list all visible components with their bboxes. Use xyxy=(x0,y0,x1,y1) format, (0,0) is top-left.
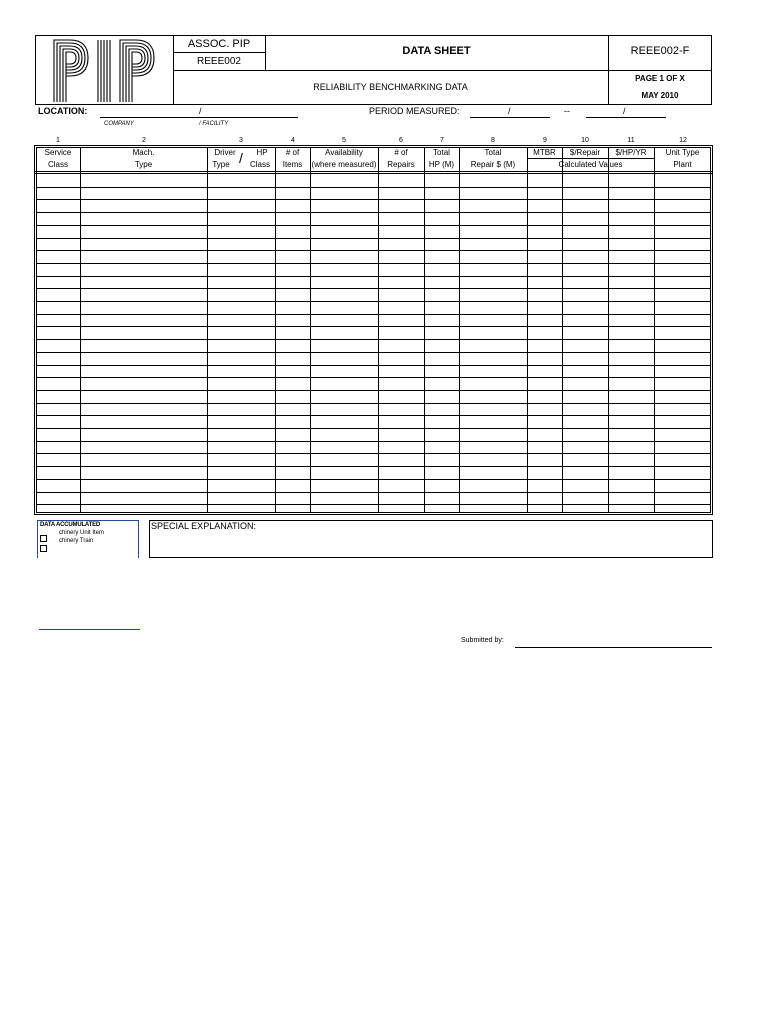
col-service-class-l1: Service xyxy=(44,148,72,157)
period-measured-label: PERIOD MEASURED: xyxy=(369,106,460,116)
page-number: PAGE 1 OF X xyxy=(635,74,685,83)
col-mach-type-l2: Type xyxy=(134,160,153,169)
column-number: 12 xyxy=(679,137,687,144)
location-label: LOCATION: xyxy=(38,106,88,116)
header-divider-middle xyxy=(173,70,712,71)
pip-logo xyxy=(52,38,158,102)
col-dollar-per-hp-yr: $/HP/YR xyxy=(615,148,647,157)
table-row-divider xyxy=(36,250,711,251)
special-explanation-label: SPECIAL EXPLANATION: xyxy=(151,521,257,531)
col-driver-l1: Driver xyxy=(214,148,236,157)
table-column-divider xyxy=(562,147,563,513)
col-service-class-l2: Class xyxy=(47,160,68,169)
table-row-divider xyxy=(36,288,711,289)
column-number: 11 xyxy=(627,137,635,144)
table-row-divider xyxy=(36,492,711,493)
table-row-divider xyxy=(36,415,711,416)
table-row-divider xyxy=(36,403,711,404)
table-column-divider xyxy=(207,147,208,513)
assoc-label: ASSOC. PIP xyxy=(187,38,251,50)
column-number: 2 xyxy=(142,137,146,144)
facility-caption: / FACILITY xyxy=(199,121,229,127)
column-number: 5 xyxy=(342,137,346,144)
submitted-by-label: Submitted by: xyxy=(461,637,504,644)
header-divider-assoc-row xyxy=(173,52,265,53)
period-start-separator: / xyxy=(508,106,511,116)
col-unit-type-l1: Unit Type xyxy=(665,148,700,157)
table-row-divider xyxy=(36,326,711,327)
table-inner-border xyxy=(36,147,711,513)
col-items-l2: Items xyxy=(282,160,303,169)
table-row-divider xyxy=(36,504,711,505)
table-column-divider xyxy=(310,147,311,513)
col-repairs-l1: # of xyxy=(394,148,408,157)
calculated-values-rule xyxy=(527,158,654,159)
table-column-divider xyxy=(459,147,460,513)
revision-date: MAY 2010 xyxy=(641,91,679,100)
table-column-divider xyxy=(424,147,425,513)
data-accumulated-bottom-rule xyxy=(39,629,140,630)
period-dash: -- xyxy=(564,106,570,116)
col-availability-l1: Availability xyxy=(325,148,363,157)
table-row-divider xyxy=(36,238,711,239)
column-number: 1 xyxy=(56,137,60,144)
column-number: 9 xyxy=(543,137,547,144)
data-accumulated-title: DATA ACCUMULATED xyxy=(40,522,101,528)
col-items-l1: # of xyxy=(285,148,300,157)
column-number: 7 xyxy=(440,137,444,144)
period-end-line[interactable] xyxy=(586,117,666,118)
col-driver-l2: Type xyxy=(212,160,230,169)
col-total-repair-l1: Total xyxy=(484,148,502,157)
table-row-divider xyxy=(36,263,711,264)
table-row-divider xyxy=(36,187,711,188)
table-row-divider xyxy=(36,390,711,391)
table-row-divider xyxy=(36,339,711,340)
table-row-divider xyxy=(36,428,711,429)
table-header-rule-2 xyxy=(35,173,712,174)
col-total-hp-l1: Total xyxy=(433,148,450,157)
table-column-divider xyxy=(80,147,81,513)
table-row-divider xyxy=(36,453,711,454)
practice-number: REEE002 xyxy=(197,56,241,67)
col-mtbr: MTBR xyxy=(533,148,556,157)
table-row-divider xyxy=(36,199,711,200)
table-column-divider xyxy=(275,147,276,513)
machinery-unit-item-checkbox[interactable] xyxy=(40,535,47,542)
form-subtitle: RELIABILITY BENCHMARKING DATA xyxy=(313,82,468,92)
period-end-separator: / xyxy=(623,106,626,116)
calculated-values-label: Calculated Values xyxy=(558,160,623,169)
col-unit-type-l2: Plant xyxy=(673,160,692,169)
table-header-rule xyxy=(35,171,712,172)
form-number: REEE002-F xyxy=(630,45,690,57)
table-row-divider xyxy=(36,225,711,226)
col-hp-class-l2: Class xyxy=(249,160,270,169)
table-row-divider xyxy=(36,377,711,378)
table-column-divider xyxy=(527,147,528,513)
table-row-divider xyxy=(36,479,711,480)
col-availability-l2: (where measured) xyxy=(311,160,377,169)
table-row-divider xyxy=(36,314,711,315)
location-field-line[interactable] xyxy=(100,117,298,118)
col-driver-slash: / xyxy=(239,150,243,166)
column-number: 10 xyxy=(581,137,589,144)
table-row-divider xyxy=(36,466,711,467)
column-number: 3 xyxy=(239,137,243,144)
col-total-repair-l2: Repair $ (M) xyxy=(470,160,516,169)
table-row-divider xyxy=(36,441,711,442)
column-number: 8 xyxy=(491,137,495,144)
submitted-by-line[interactable] xyxy=(515,647,712,648)
data-accumulated-left-rule xyxy=(37,520,38,558)
table-column-divider xyxy=(654,147,655,513)
machinery-train-checkbox[interactable] xyxy=(40,545,47,552)
location-separator: / xyxy=(199,106,202,116)
column-number: 6 xyxy=(399,137,403,144)
document-title: DATA SHEET xyxy=(402,45,471,57)
col-hp-class-l1: HP xyxy=(256,148,268,157)
col-total-hp-l2: HP (M) xyxy=(428,160,455,169)
company-caption: COMPANY xyxy=(104,121,134,127)
table-row-divider xyxy=(36,352,711,353)
period-start-line[interactable] xyxy=(470,117,550,118)
machinery-train-label: chinery Train xyxy=(59,538,94,544)
table-row-divider xyxy=(36,212,711,213)
column-number: 4 xyxy=(291,137,295,144)
table-row-divider xyxy=(36,365,711,366)
pip-logo-graphic xyxy=(52,38,158,102)
table-row-divider xyxy=(36,301,711,302)
col-mach-type-l1: Mach. xyxy=(132,148,155,157)
col-repairs-l2: Repairs xyxy=(387,160,415,169)
table-column-divider xyxy=(378,147,379,513)
table-outer-border xyxy=(34,145,713,515)
machinery-unit-item-label: chinery Unit Item xyxy=(59,530,105,536)
col-dollar-per-repair: $/Repair xyxy=(569,148,601,157)
table-column-divider xyxy=(608,147,609,513)
table-row-divider xyxy=(36,276,711,277)
